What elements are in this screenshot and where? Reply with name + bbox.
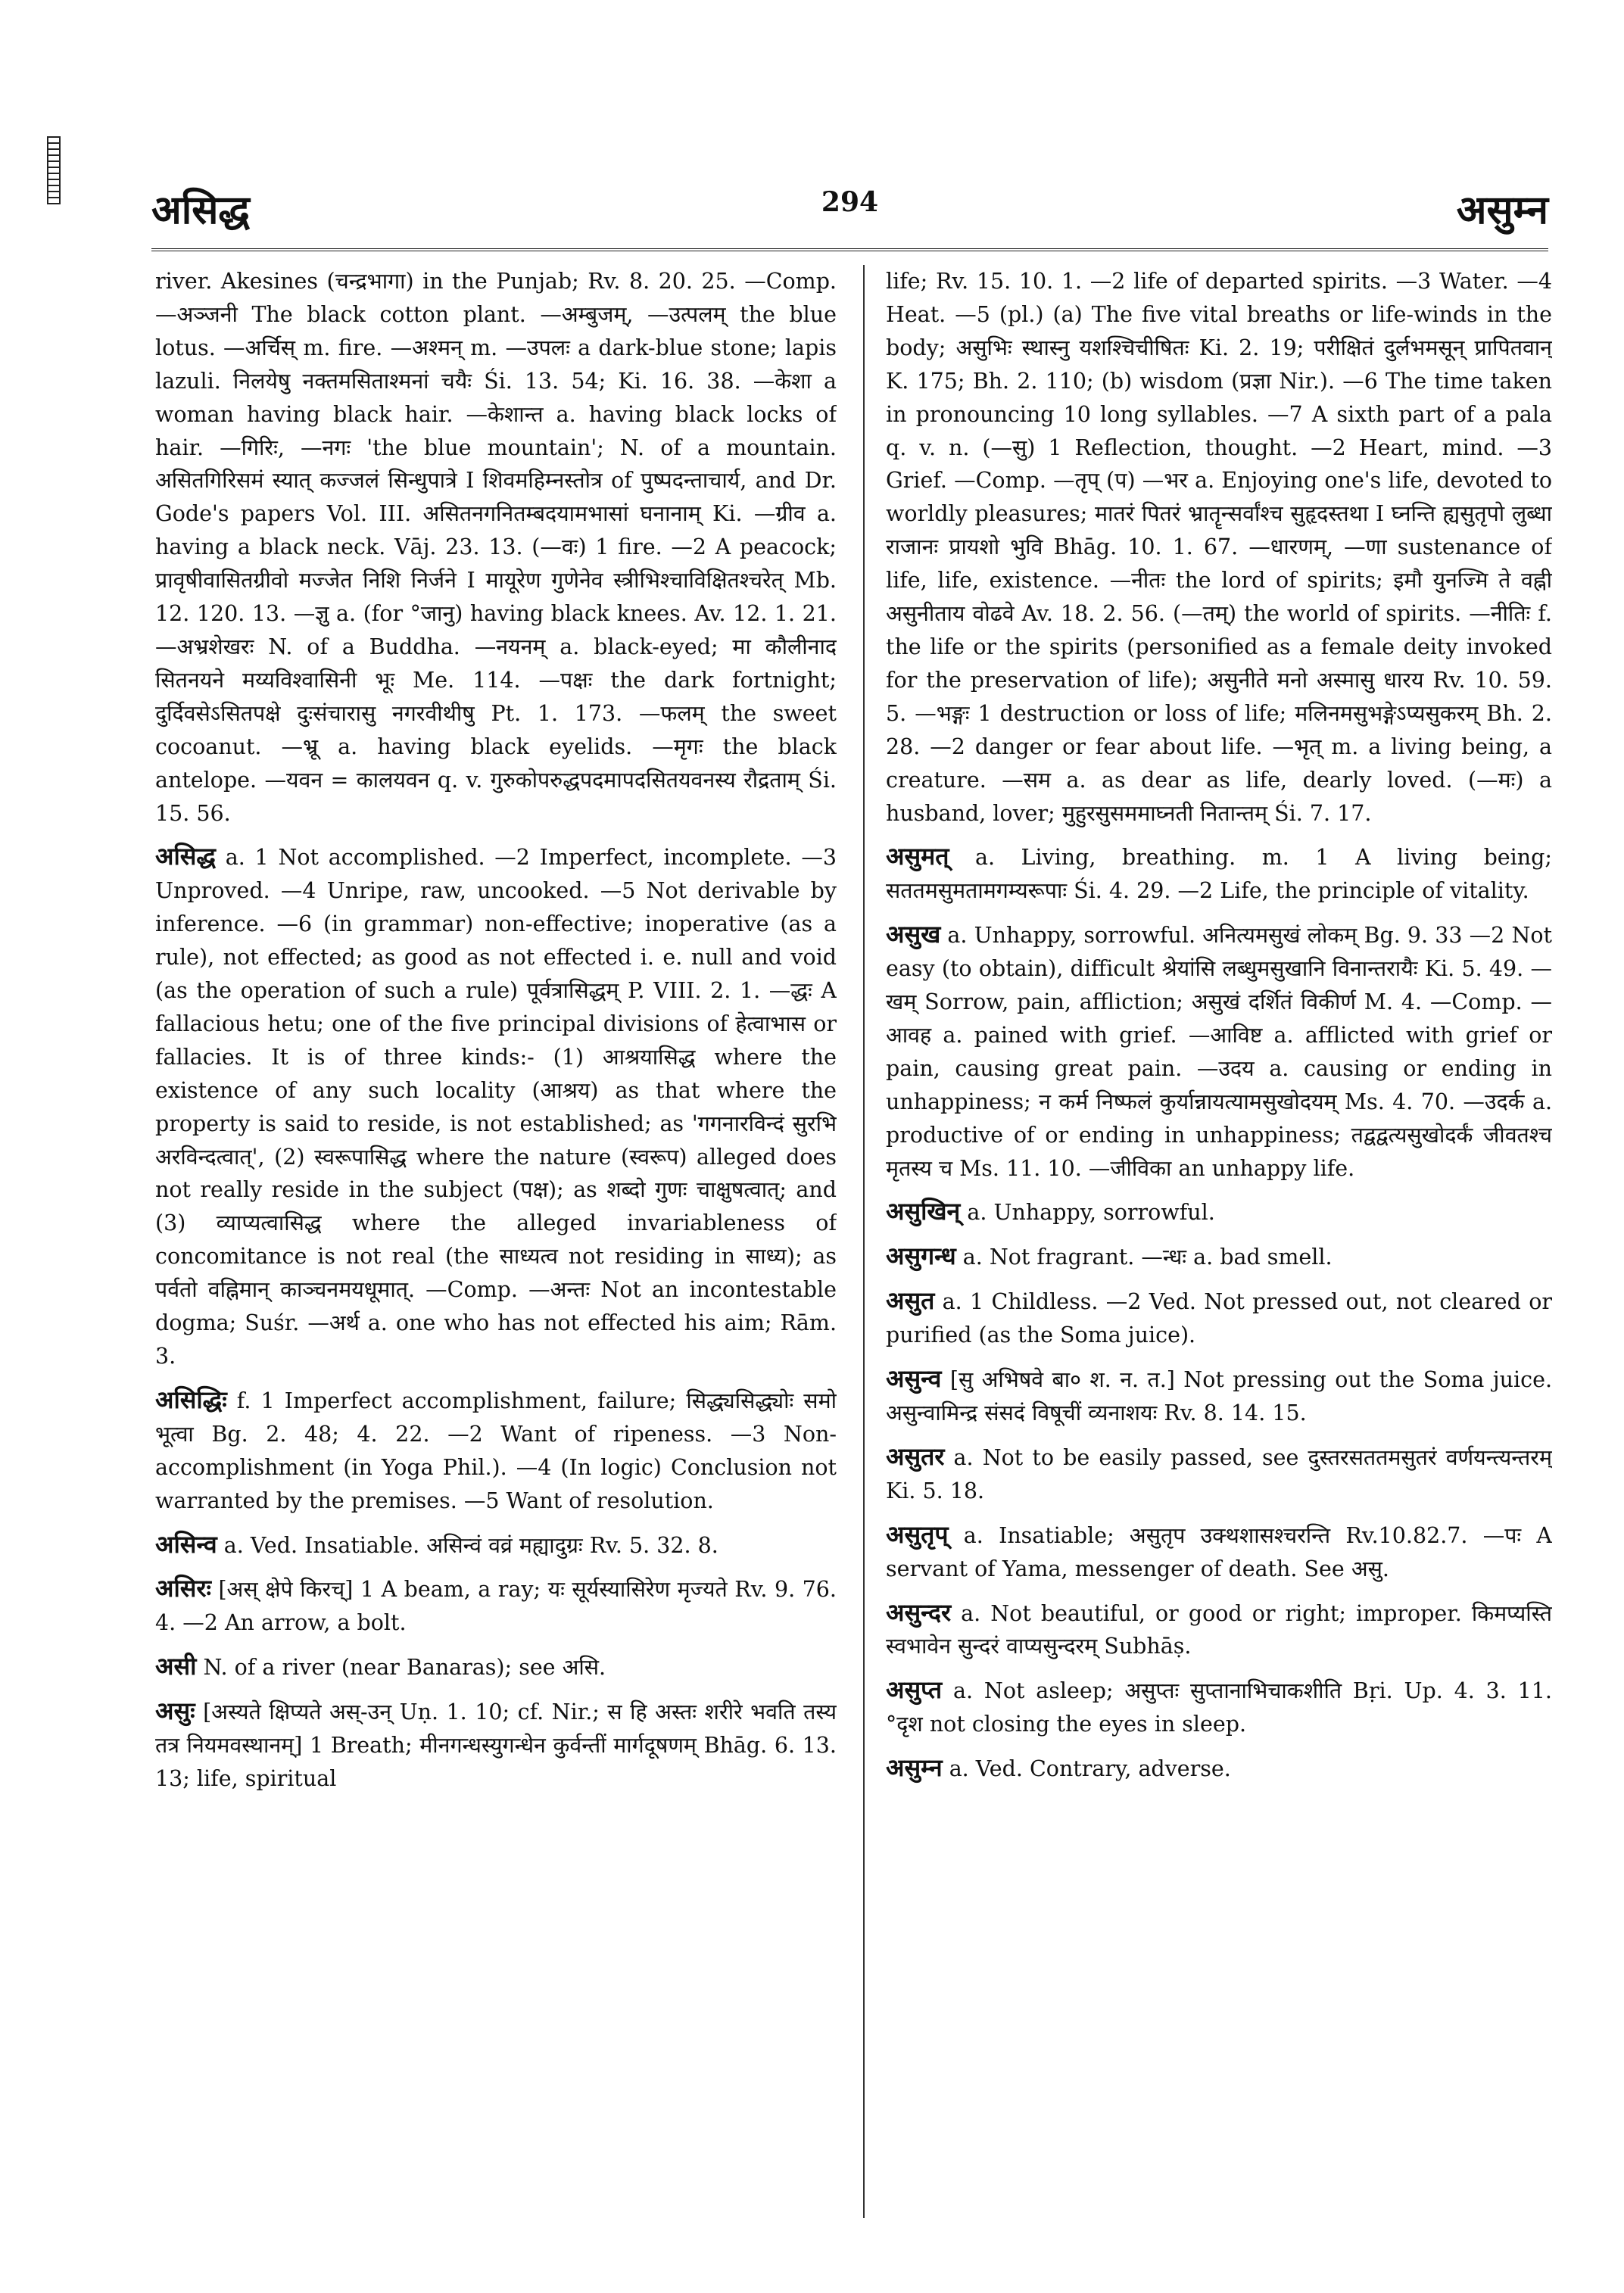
entry-headword: असुतर xyxy=(886,1441,945,1471)
entry-definition: [अस्यते क्षिप्यते अस्-उन् Uṇ. 1. 10; cf. Nir.; स हि अस्तः शरीरे भवति तस्य तत्र नियमवस्थानम्] 1 Breath; मीनगन्धस्युगन्धेन कुर्वन्तीं मार्गदूषणम् Bhāg. 6. 13. 13; life, spiritual xyxy=(155,1699,837,1791)
entry-definition: a. Not beautiful, or good or right; improper. किमप्यस्ति स्वभावेन सुन्दरं वाप्यसुन्दरम् Subhāṣ. xyxy=(886,1600,1552,1659)
entry-paragraph xyxy=(155,1695,837,1796)
dictionary-entry xyxy=(155,1572,837,1640)
dictionary-entry xyxy=(155,840,837,1373)
entry-paragraph xyxy=(155,1572,837,1640)
entry-headword: असुन्व xyxy=(886,1364,942,1394)
dictionary-entry xyxy=(886,1363,1552,1430)
dictionary-entry xyxy=(155,265,837,830)
header-right-guide-word: असुम्न xyxy=(1456,187,1548,233)
entry-headword: असुप्त xyxy=(886,1675,943,1705)
dictionary-entry xyxy=(886,1519,1552,1586)
entry-paragraph xyxy=(155,1650,837,1684)
entry-definition: a. 1 Childless. —2 Ved. Not pressed out, not cleared or purified (as the Soma juice). xyxy=(886,1289,1552,1348)
entry-paragraph xyxy=(886,1519,1552,1586)
entry-paragraph xyxy=(155,1384,837,1518)
entry-paragraph xyxy=(886,1195,1552,1229)
entry-definition: f. 1 Imperfect accomplishment, failure; सिद्ध्यसिद्ध्योः समो भूत्वा Bg. 2. 48; 4. 22. —2 Want of ripeness. —3 Non-accomplishment (in Yoga Phil.). —4 (In logic) Conclusion not warranted by the premises. —5 Want of resolution. xyxy=(155,1388,837,1513)
dictionary-entry xyxy=(155,1650,837,1684)
entry-definition: life; Rv. 15. 10. 1. —2 life of departed spirits. —3 Water. —4 Heat. —5 (pl.) (a) The five vital breaths or life-winds in the body; असुभिः स्थास्नु यशश्चिचीषितः Ki. 2. 19; परीक्षितं दुर्लभमसून् प्रापितवान् K. 175; Bh. 2. 110; (b) wisdom (प्रज्ञा Nir.). —6 The time taken in pronouncing 10 long syllables. —7 A sixth part of a pala q. v. n. (—सु) 1 Reflection, thought. —2 Heart, mind. —3 Grief. —Comp. —तृप् (प) —भर a. Enjoying one's life, devoted to worldly pleasures; मातरं पितरं भ्रातॄन्सर्वांश्च सुहृदस्तथा I घ्नन्ति ह्यसुतृपो लुब्धा राजानः प्रायशो भुवि Bhāg. 10. 1. 67. —धारणम्, —णा sustenance of life, life, existence. —नीतः the lord of spirits; इमौ युनज्मि ते वह्नी असुनीताय वोढवे Av. 18. 2. 56. (—तम्) the world of spirits. —नीतिः f. the life or the spirits (personified as a female deity invoked for the preservation of life); असुनीते मनो अस्मासु धारय Rv. 10. 59. 5. —भङ्गः 1 destruction or loss of life; मलिनमसुभङ्गेऽप्यसुकरम् Bh. 2. 28. —2 danger or fear about life. —भृत् m. a living being, a creature. —सम a. as dear as life, dearly loved. (—मः) a husband, lover; मुहुरसुसममाघ्नती नितान्तम् Śi. 7. 17. xyxy=(886,269,1552,826)
dictionary-entry xyxy=(886,1195,1552,1229)
entry-definition: a. Ved. Insatiable. असिन्वं वव्रं मह्यादुग्रः Rv. 5. 32. 8. xyxy=(223,1532,718,1558)
entry-paragraph xyxy=(886,840,1552,908)
entry-headword: असुख xyxy=(886,920,941,949)
entry-headword: असुम्न xyxy=(886,1753,943,1783)
right-column xyxy=(886,265,1552,2232)
entry-headword: असुत xyxy=(886,1286,935,1316)
entry-definition: a. Unhappy, sorrowful. xyxy=(967,1200,1215,1226)
entry-paragraph xyxy=(886,1240,1552,1274)
header-rule xyxy=(151,248,1548,251)
entry-definition: a. Unhappy, sorrowful. अनित्यमसुखं लोकम् Bg. 9. 33 —2 Not easy (to obtain), difficult श्रेयांसि लब्धुमसुखानि विनान्तरायैः Ki. 5. 49. —खम् Sorrow, pain, affliction; असुखं दर्शितं विकीर्ण M. 4. —Comp. —आवह a. pained with grief. —आविष्ट a. afflicted with grief or pain, causing great pain. —उदय a. causing or ending in unhappiness; न कर्म निष्फलं कुर्यान्नायत्यामसुखोदयम् Ms. 4. 70. —उदर्क a. productive of or ending in unhappiness; तद्वद्वत्यसुखोदर्कं जीवतश्च मृतस्य च Ms. 11. 10. —जीविका an unhappy life. xyxy=(886,923,1552,1181)
entry-paragraph xyxy=(155,1528,837,1562)
entry-headword: असिन्व xyxy=(155,1529,217,1559)
entry-headword: असिद्धिः xyxy=(155,1385,227,1414)
dictionary-entry xyxy=(886,840,1552,908)
entry-definition: a. 1 Not accomplished. —2 Imperfect, incomplete. —3 Unproved. —4 Unripe, raw, uncooked. —5 Not derivable by inference. —6 (in grammar) non-effective; inoperative (as a rule), not effected; as good as not effected i. e. null and void (as the operation of such a rule) पूर्वत्रासिद्धम् P. VIII. 2. 1. —द्धः A fallacious hetu; one of the five principal divisions of हेत्वाभास or fallacies. It is of three kinds:- (1) आश्रयासिद्ध where the existence of any such locality (आश्रय) as that where the property is said to reside, is not established; as 'गगनारविन्दं सुरभि अरविन्दत्वात्', (2) स्वरूपासिद्ध where the nature (स्वरूप) alleged does not really reside in the subject (पक्ष); as शब्दो गुणः चाक्षुषत्वात्; and (3) व्याप्यत्वासिद्ध where the alleged invariableness of concomitance is not real (the साध्यत्व not residing in साध्य); as पर्वतो वह्निमान् काञ्चनमयधूमात्. —Comp. —अन्तः Not an incontestable dogma; Suśr. —अर्थ a. one who has not effected his aim; Rām. 3. xyxy=(155,845,837,1369)
entry-headword: असुगन्ध xyxy=(886,1242,956,1271)
dictionary-entry xyxy=(155,1384,837,1518)
dictionary-entry xyxy=(886,1752,1552,1786)
entry-definition: a. Living, breathing. m. 1 A living being; सततमसुमतामगम्यरूपाः Śi. 4. 29. —2 Life, the principle of vitality. xyxy=(886,845,1552,904)
dictionary-entry xyxy=(886,1674,1552,1741)
dictionary-entry xyxy=(886,1441,1552,1508)
entry-headword: असुखिन् xyxy=(886,1197,961,1226)
entry-definition: a. Insatiable; असुतृप उक्थशासश्चरन्ति Rv.10.82.7. —पः A servant of Yama, messenger of death. See असु. xyxy=(886,1522,1552,1581)
entry-paragraph xyxy=(886,1285,1552,1352)
entry-paragraph xyxy=(155,265,837,830)
entry-definition: river. Akesines (चन्द्रभागा) in the Punjab; Rv. 8. 20. 25. —Comp. —अञ्जनी The black cotton plant. —अम्बुजम्, —उत्पलम् the blue lotus. —अर्चिस् m. fire. —अश्मन् m. —उपलः a dark-blue stone; lapis lazuli. निलयेषु नक्तमसिताश्मनां चयैः Śi. 13. 54; Ki. 16. 38. —केशा a woman having black hair. —केशान्त a. having black locks of hair. —गिरिः, —नगः 'the blue mountain'; N. of a mountain. असितगिरिसमं स्यात् कज्जलं सिन्धुपात्रे I शिवमहिम्नस्तोत्र of पुष्पदन्ताचार्य, and Dr. Gode's papers Vol. III. असितनगनितम्बदयामभासां घनानाम् Ki. —ग्रीव a. having a black neck. Vāj. 23. 13. (—वः) 1 fire. —2 A peacock; प्रावृषीवासितग्रीवो मज्जेत निशि निर्जने I मायूरेण गुणेनेव स्त्रीभिश्चाविक्षितश्चरेत् Mb. 12. 120. 13. —ज्ञु a. (for °जानु) having black knees. Av. 12. 1. 21. —अभ्रशेखरः N. of a Buddha. —नयनम् a. black-eyed; मा कौलीनाद सितनयने मय्यविश्वासिनी भूः Me. 114. —पक्षः the dark fortnight; दुर्दिवसेऽसितपक्षे दुःसंचारासु नगरवीथीषु Pt. 1. 173. —फलम् the sweet cocoanut. —भ्रू a. having black eyelids. —मृगः the black antelope. —यवन = कालयवन q. v. गुरुकोपरुद्धपदमापदसितयवनस्य रौद्रताम् Śi. 15. 56. xyxy=(155,269,837,826)
dictionary-entry xyxy=(155,1695,837,1796)
dictionary-entry xyxy=(886,1240,1552,1274)
entry-definition: [अस् क्षेपे किरच्] 1 A beam, a ray; यः सूर्यस्यासिरेण मृज्यते Rv. 9. 76. 4. —2 An arrow, a bolt. xyxy=(155,1577,837,1636)
entry-definition: [सु अभिषवे बा० श. न. त.] Not pressing out the Soma juice. असुन्वामिन्द्र संसदं विषूचीं व्यनाशयः Rv. 8. 14. 15. xyxy=(886,1367,1552,1425)
page-number: 294 xyxy=(821,186,879,218)
entry-paragraph xyxy=(886,918,1552,1185)
entry-headword: असुतृप् xyxy=(886,1519,949,1549)
entry-paragraph xyxy=(886,1441,1552,1508)
entry-definition: N. of a river (near Banaras); see असि. xyxy=(203,1655,606,1681)
entry-definition: a. Not fragrant. —न्धः a. bad smell. xyxy=(962,1245,1333,1270)
dictionary-entry xyxy=(886,918,1552,1185)
page-header xyxy=(151,182,1548,242)
page-edge-mark xyxy=(47,136,61,204)
entry-paragraph xyxy=(886,1752,1552,1786)
entry-definition: a. Not to be easily passed, see दुस्तरसततमसुतरं वर्णयन्त्यन्तरम् Ki. 5. 18. xyxy=(886,1444,1552,1503)
entry-headword: असिद्ध xyxy=(155,842,216,871)
header-left-guide-word: असिद्ध xyxy=(151,187,250,233)
entry-paragraph xyxy=(155,840,837,1373)
dictionary-entry xyxy=(886,1285,1552,1352)
entry-definition: a. Not asleep; असुप्तः सुप्तानाभिचाकशीति Bṛi. Up. 4. 3. 11. °दृश not closing the eyes in sleep. xyxy=(886,1678,1552,1737)
entry-paragraph xyxy=(886,1363,1552,1430)
entry-definition: a. Ved. Contrary, adverse. xyxy=(949,1756,1231,1782)
entry-headword: असुमत् xyxy=(886,842,949,871)
dictionary-entry xyxy=(886,265,1552,830)
dictionary-entry xyxy=(886,1597,1552,1664)
entry-paragraph xyxy=(886,1674,1552,1741)
dictionary-entry xyxy=(155,1528,837,1562)
entry-paragraph xyxy=(886,265,1552,830)
entry-paragraph xyxy=(886,1597,1552,1664)
entry-headword: असुन्दर xyxy=(886,1597,952,1627)
entry-headword: असी xyxy=(155,1652,197,1681)
entry-headword: असुः xyxy=(155,1696,195,1726)
column-divider xyxy=(863,265,865,2218)
left-column xyxy=(155,265,837,2232)
entry-headword: असिरः xyxy=(155,1574,211,1603)
